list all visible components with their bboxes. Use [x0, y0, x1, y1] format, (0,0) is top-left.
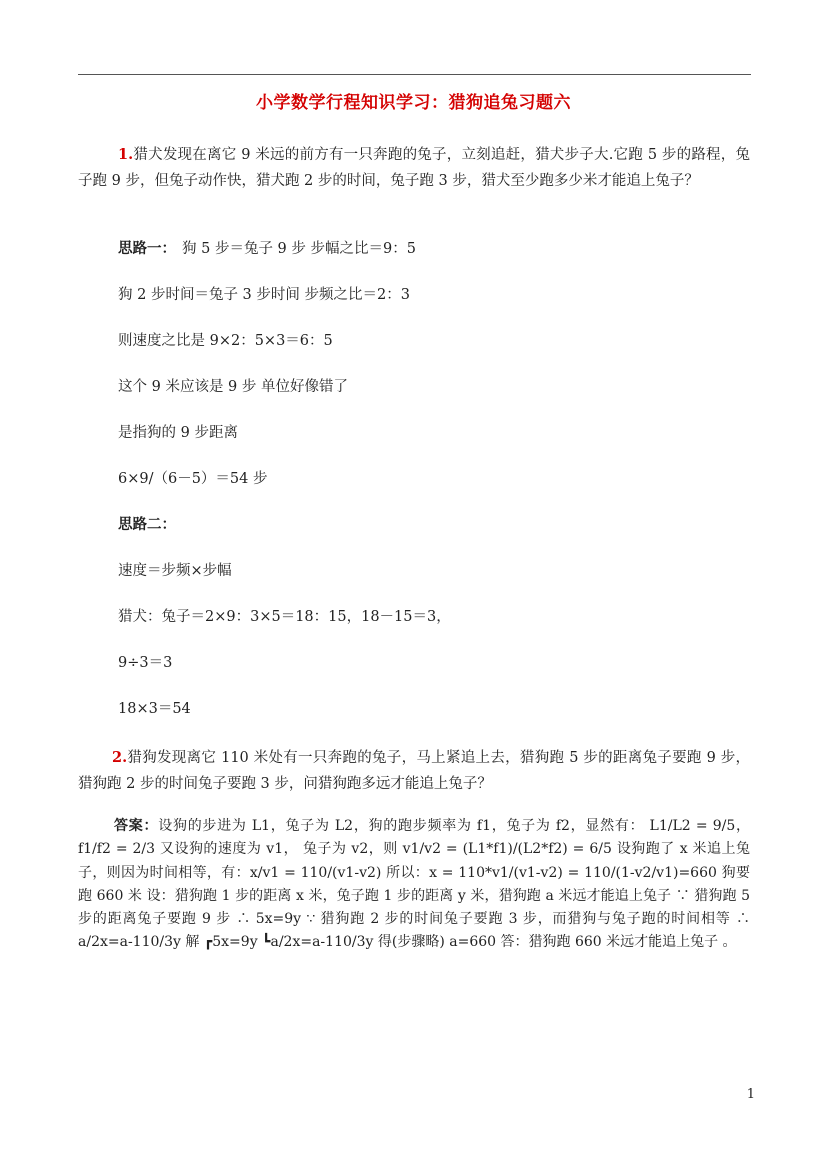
solution-1-line: 则速度之比是 9×2：5×3＝6：5 — [118, 333, 333, 349]
solution-2-line: 猎犬：兔子＝2×9：3×5＝18：15，18－15＝3， — [118, 609, 451, 625]
solution-2-line: 速度＝步频×步幅 — [118, 563, 232, 579]
page-number: 1 — [746, 1087, 755, 1102]
solution-1-label: 思路一： — [118, 240, 176, 257]
solution-2-line: 9÷3＝3 — [118, 655, 173, 671]
question-2-text: 猎狗发现离它 110 米处有一只奔跑的兔子，马上紧追上去，猎狗跑 5 步的距离兔子要跑 9 步，猎狗跑 2 步的时间兔子要跑 3 步，问猎狗跑多远才能追上兔子？ — [78, 750, 750, 792]
answer-label: 答案： — [114, 818, 159, 834]
question-1-text: 猎犬发现在离它 9 米远的前方有一只奔跑的兔子，立刻追赶，猎犬步子大.它跑 5 步的路程，兔子跑 9 步，但兔子动作快，猎犬跑 2 步的时间，兔子跑 3 步，猎犬至少跑多少米才能追上兔子？ — [78, 147, 750, 189]
page-title: 小学数学行程知识学习：猎狗追兔习题六 — [256, 93, 571, 113]
question-1 — [78, 142, 750, 194]
solution-1-line: 狗 2 步时间＝兔子 3 步时间 步频之比＝2：3 — [118, 287, 410, 303]
answer-2 — [78, 815, 750, 955]
solution-2-label: 思路二： — [118, 516, 176, 533]
question-2-number: 2. — [112, 749, 128, 766]
solution-1-line: 这个 9 米应该是 9 步 单位好像错了 — [118, 379, 348, 395]
answer-text: 设狗的步进为 L1，兔子为 L2，狗的跑步频率为 f1，兔子为 f2，显然有： L1/L2 = 9/5，f1/f2 = 2/3 又设狗的速度为 v1， 兔子为 v2，则 v1/v2 = (L1*f1)/(L2*f2) = 6/5 设狗跑了 x 米追上兔子，则因为时间相等，有：x/v1 = 110/(v1-v2) 所以：x = 110*v1/(v1-v2) = 110/(1-v2/v1)=660 狗要跑 660 米 设：猎狗跑 1 步的距离 x 米，兔子跑 1 步的距离 y 米，猎狗跑 a 米远才能追上兔子 ∵ 猎狗跑 5 步的距离兔子要跑 9 步 ∴ 5x=9y ∵ 猎狗跑 2 步的时间兔子要跑 3 步，而猎狗与兔子跑的时间相等 ∴ a/2x=a-110/3y 解 ┏5x=9y ┗a/2x=a-110/3y 得(步骤略) a=660 答：猎狗跑 660 米远才能追上兔子 。 — [78, 818, 751, 951]
solution-1-line: 狗 5 步＝兔子 9 步 步幅之比＝9：5 — [182, 241, 416, 257]
header-rule — [78, 74, 751, 75]
solution-2-line: 18×3＝54 — [118, 701, 191, 717]
question-2 — [78, 745, 750, 797]
question-1-number: 1. — [118, 146, 134, 163]
solution-1-line: 6×9/（6－5）＝54 步 — [118, 471, 268, 487]
solution-1-line: 是指狗的 9 步距离 — [118, 425, 238, 441]
